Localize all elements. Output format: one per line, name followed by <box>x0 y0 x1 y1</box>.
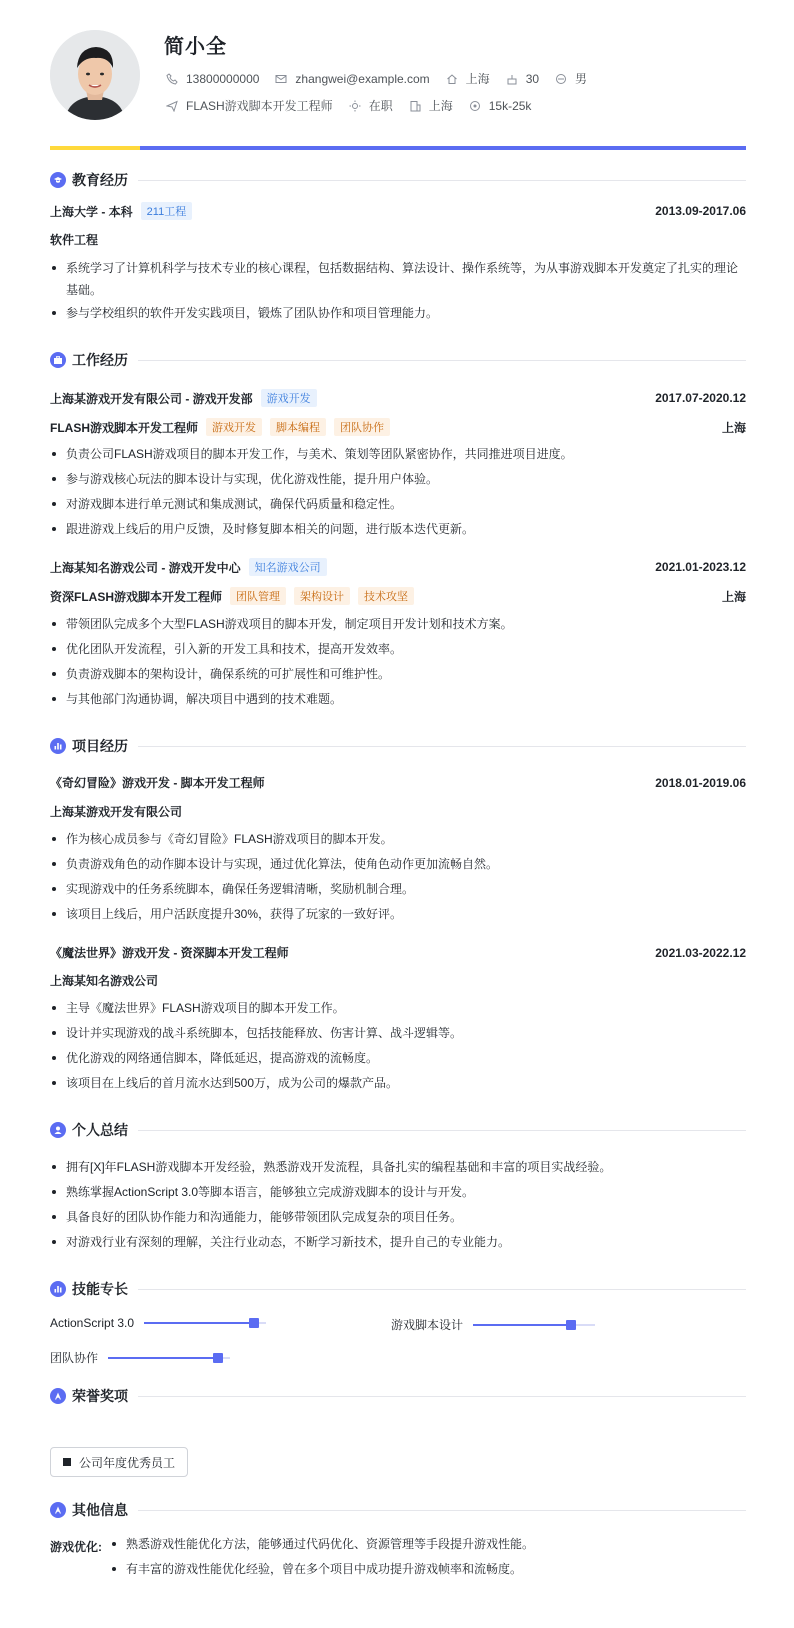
award-badge <box>50 1447 188 1477</box>
list-item: 参与游戏核心玩法的脚本设计与实现，优化游戏性能，提升用户体验。 <box>50 468 746 490</box>
avatar <box>50 30 140 120</box>
list-item: 参与学校组织的软件开发实践项目，锻炼了团队协作和项目管理能力。 <box>50 302 746 324</box>
candidate-name: 简小全 <box>164 36 227 58</box>
skill-tag: 脚本编程 <box>270 418 326 436</box>
project-company: 上海某知名游戏公司 <box>50 974 159 988</box>
project-company-row <box>50 803 746 820</box>
job-role-row <box>50 587 746 605</box>
phone-text: 13800000000 <box>186 71 260 86</box>
skill-item <box>50 1349 230 1366</box>
skill-tag: 团队协作 <box>334 418 390 436</box>
skill-item <box>391 1316 595 1333</box>
graduation-cap-icon <box>50 172 66 188</box>
section-summary <box>50 1120 746 1140</box>
resume-header <box>50 30 746 150</box>
briefcase-icon <box>50 352 66 368</box>
location-item <box>444 70 490 87</box>
square-bullet-icon <box>63 1458 71 1466</box>
job-date: 2017.07-2020.12 <box>655 391 746 405</box>
project-name: 《奇幻冒险》游戏开发 - 脚本开发工程师 <box>50 776 265 790</box>
salary-text: 15k-25k <box>488 98 532 113</box>
education-date: 2013.09-2017.06 <box>655 204 746 218</box>
list-item: 优化团队开发流程，引入新的开发工具和技术，提高开发效率。 <box>50 638 746 660</box>
list-item: 拥有[X]年FLASH游戏脚本开发经验，熟悉游戏开发流程，具备扎实的编程基础和丰富的项目实战经验。 <box>50 1156 746 1178</box>
skill-name: 团队协作 <box>50 1351 99 1365</box>
company-name: 上海某游戏开发有限公司 - 游戏开发部 <box>50 391 253 406</box>
bar-chart-icon <box>50 1281 66 1297</box>
location-text: 上海 <box>465 72 490 86</box>
other-label: 游戏优化: <box>50 1540 102 1554</box>
list-item: 该项目上线后，用户活跃度提升30%，获得了玩家的一致好评。 <box>50 903 746 925</box>
list-item: 有丰富的游戏性能优化经验，曾在多个项目中成功提升游戏帧率和流畅度。 <box>110 1559 522 1579</box>
job-intent-row <box>164 97 545 114</box>
award-text: 公司年度优秀员工 <box>79 1455 176 1470</box>
list-item: 系统学习了计算机科学与技术专业的核心课程，包括数据结构、算法设计、操作系统等，为从事游戏脚本开发奠定了扎实的理论基础。 <box>50 257 746 301</box>
job-city: 上海 <box>721 420 746 435</box>
section-title-text: 技能专长 <box>72 1281 128 1297</box>
job-city: 上海 <box>721 589 746 604</box>
skill-level-knob <box>249 1318 259 1328</box>
skill-level-bar <box>473 1324 595 1326</box>
skill-tag: 团队管理 <box>230 587 286 605</box>
work-city-text: 上海 <box>428 99 453 113</box>
list-item: 熟练掌握ActionScript 3.0等脚本语言，能够独立完成游戏脚本的设计与开发。 <box>50 1181 746 1203</box>
age-text: 30 <box>525 71 540 86</box>
section-work <box>50 350 746 370</box>
section-title-text: 工作经历 <box>72 352 128 368</box>
list-item: 负责游戏角色的动作脚本设计与实现，通过优化算法，使角色动作更加流畅自然。 <box>50 853 746 875</box>
section-skills <box>50 1279 746 1299</box>
email-item <box>273 71 429 87</box>
section-awards <box>50 1386 746 1406</box>
project-company: 上海某游戏开发有限公司 <box>50 805 183 819</box>
phone-item <box>164 71 259 87</box>
skill-tag: 技术攻坚 <box>358 587 414 605</box>
company-tag: 游戏开发 <box>261 389 317 407</box>
skill-level-bar <box>108 1357 230 1359</box>
education-major-row <box>50 231 746 248</box>
project-company-row <box>50 972 746 989</box>
skill-item <box>50 1316 266 1330</box>
list-item: 优化游戏的网络通信脚本，降低延迟，提高游戏的流畅度。 <box>50 1047 746 1069</box>
job-title-item <box>164 97 333 114</box>
list-item: 负责游戏脚本的架构设计，确保系统的可扩展性和可维护性。 <box>50 663 746 685</box>
email-text: zhangwei@example.com <box>295 71 430 86</box>
send-icon <box>164 98 180 114</box>
list-item: 主导《魔法世界》FLASH游戏项目的脚本开发工作。 <box>50 997 746 1019</box>
project-header <box>50 944 746 961</box>
list-item: 跟进游戏上线后的用户反馈，及时修复脚本相关的问题，进行版本迭代更新。 <box>50 518 746 540</box>
school-name: 上海大学 - 本科 <box>50 204 133 219</box>
list-item: 负责公司FLASH游戏项目的脚本开发工作，与美术、策划等团队紧密协作，共同推进项目进度。 <box>50 443 746 465</box>
skill-level-knob <box>566 1320 576 1330</box>
project-date: 2021.03-2022.12 <box>655 945 746 960</box>
list-item: 作为核心成员参与《奇幻冒险》FLASH游戏项目的脚本开发。 <box>50 828 746 850</box>
home-icon <box>444 71 460 87</box>
job-role-row <box>50 418 746 436</box>
gender-item <box>553 70 587 87</box>
list-item: 熟悉游戏性能优化方法，能够通过代码优化、资源管理等手段提升游戏性能。 <box>110 1534 534 1554</box>
section-projects <box>50 736 746 756</box>
job-role: 资深FLASH游戏脚本开发工程师 <box>50 589 222 604</box>
info-icon <box>50 1502 66 1518</box>
job-header <box>50 558 746 576</box>
section-title-text: 个人总结 <box>72 1122 128 1138</box>
cake-icon <box>504 71 520 87</box>
salary-item <box>467 98 532 114</box>
skill-name: 游戏脚本设计 <box>391 1318 464 1332</box>
school-tag: 211工程 <box>141 202 193 220</box>
list-item: 与其他部门沟通协调，解决项目中遇到的技术难题。 <box>50 688 746 710</box>
bar-chart-icon <box>50 738 66 754</box>
coin-icon <box>467 98 483 114</box>
section-title-text: 教育经历 <box>72 172 128 188</box>
list-item: 对游戏脚本进行单元测试和集成测试，确保代码质量和稳定性。 <box>50 493 746 515</box>
list-item: 对游戏行业有深刻的理解，关注行业动态，不断学习新技术，提升自己的专业能力。 <box>50 1231 746 1253</box>
skill-tag: 架构设计 <box>294 587 350 605</box>
major: 软件工程 <box>50 233 99 247</box>
age-item <box>504 71 539 87</box>
contact-row <box>164 70 601 87</box>
job-title-text: FLASH游戏脚本开发工程师 <box>186 99 333 113</box>
award-icon <box>50 1388 66 1404</box>
project-name: 《魔法世界》游戏开发 - 资深脚本开发工程师 <box>50 946 289 960</box>
status-item <box>347 97 393 114</box>
section-title-text: 荣誉奖项 <box>72 1388 128 1404</box>
phone-icon <box>164 71 180 87</box>
gender-icon <box>553 71 569 87</box>
skill-tag: 游戏开发 <box>206 418 262 436</box>
skill-level-bar <box>144 1322 266 1324</box>
job-header <box>50 389 746 407</box>
work-city-item <box>407 97 453 114</box>
project-header <box>50 774 746 791</box>
section-title-text: 其他信息 <box>72 1502 128 1518</box>
list-item: 带领团队完成多个大型FLASH游戏项目的脚本开发，制定项目开发计划和技术方案。 <box>50 613 746 635</box>
sun-icon <box>347 98 363 114</box>
status-text: 在职 <box>368 99 393 113</box>
header-divider <box>50 146 746 150</box>
building-icon <box>407 98 423 114</box>
section-education <box>50 170 746 190</box>
list-item: 实现游戏中的任务系统脚本，确保任务逻辑清晰，奖励机制合理。 <box>50 878 746 900</box>
list-item: 设计并实现游戏的战斗系统脚本，包括技能释放、伤害计算、战斗逻辑等。 <box>50 1022 746 1044</box>
mail-icon <box>273 71 289 87</box>
company-name: 上海某知名游戏公司 - 游戏开发中心 <box>50 560 241 575</box>
job-role: FLASH游戏脚本开发工程师 <box>50 420 198 435</box>
job-date: 2021.01-2023.12 <box>655 560 746 574</box>
project-date: 2018.01-2019.06 <box>655 775 746 790</box>
section-title-text: 项目经历 <box>72 738 128 754</box>
user-icon <box>50 1122 66 1138</box>
gender-text: 男 <box>575 72 588 86</box>
list-item: 具备良好的团队协作能力和沟通能力，能够带领团队完成复杂的项目任务。 <box>50 1206 746 1228</box>
company-tag: 知名游戏公司 <box>249 558 327 576</box>
section-other <box>50 1500 746 1520</box>
education-header <box>50 202 746 220</box>
skill-name: ActionScript 3.0 <box>50 1316 135 1330</box>
skill-level-knob <box>213 1353 223 1363</box>
list-item: 该项目在上线后的首月流水达到500万，成为公司的爆款产品。 <box>50 1072 746 1094</box>
